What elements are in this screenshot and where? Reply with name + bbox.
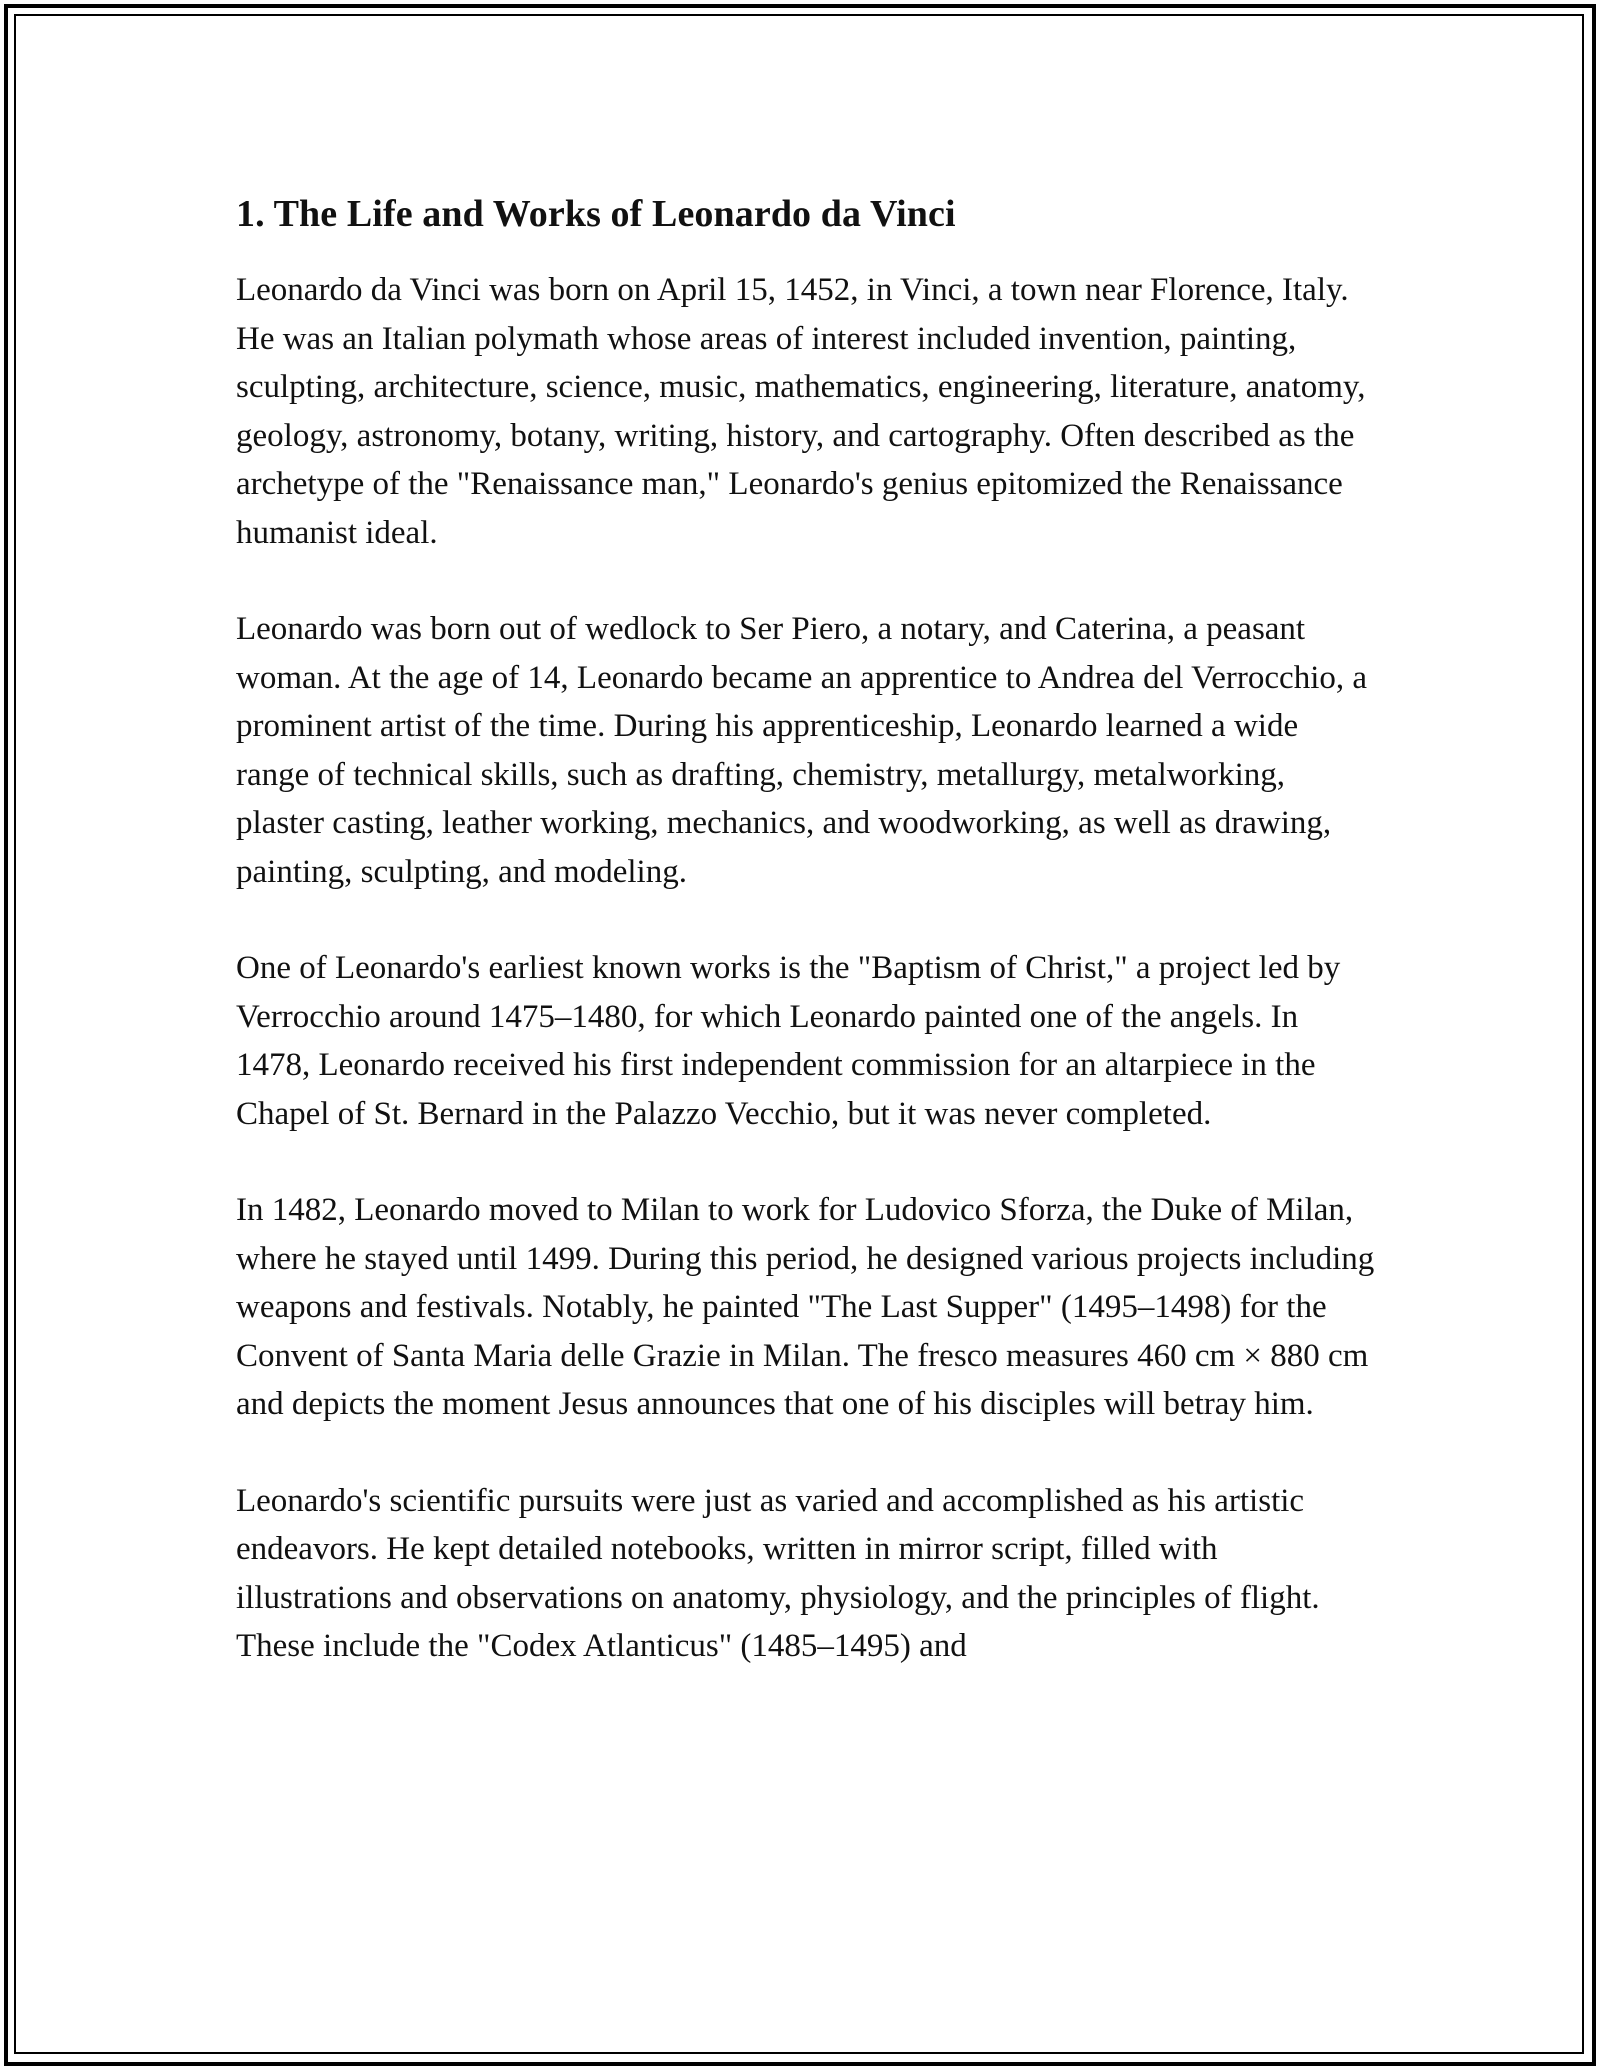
section-heading: 1. The Life and Works of Leonardo da Vinci xyxy=(236,193,956,235)
paragraph-birth: Leonardo da Vinci was born on April 15, 1452, in Vinci, a town near Florence, Italy. He was an Italian polymath whose areas of interest included invention, painting, sculpting, architecture, science, music, mathematics, engineering, literature, anatomy, geology, astronomy, botany, writing, history, and cartography. Often described as the archetype of the "Renaissance man," Leonardo's genius epitomized the Renaissance humanist ideal. xyxy=(236,272,1366,551)
document-body xyxy=(236,188,1376,1719)
paragraph-science: Leonardo's scientific pursuits were just as varied and accomplished as his artistic endeavors. He kept detailed notebooks, written in mirror script, filled with illustrations and observations on anatomy, physiology, and the principles of flight. These include the "Codex Atlanticus" (1485–1495) and xyxy=(236,1482,1320,1664)
paragraph-early-works: One of Leonardo's earliest known works is the "Baptism of Christ," a project led by Verrocchio around 1475–1480, for which Leonardo painted one of the angels. In 1478, Leonardo received his first independent commission for an altarpiece in the Chapel of St. Bernard in the Palazzo Vecchio, but it was never completed. xyxy=(236,950,1341,1132)
paragraph-apprenticeship: Leonardo was born out of wedlock to Ser Piero, a notary, and Caterina, a peasant woman. At the age of 14, Leonardo became an apprentice to Andrea del Verrocchio, a prominent artist of the time. During his apprenticeship, Leonardo learned a wide range of technical skills, such as drafting, chemistry, metallurgy, metalworking, plaster casting, leather working, mechanics, and woodworking, as well as drawing, painting, sculpting, and modeling. xyxy=(236,611,1368,890)
paragraph-milan: In 1482, Leonardo moved to Milan to work for Ludovico Sforza, the Duke of Milan, where he stayed until 1499. During this period, he designed various projects including weapons and festivals. Notably, he painted "The Last Supper" (1495–1498) for the Convent of Santa Maria delle Grazie in Milan. The fresco measures 460 cm × 880 cm and depicts the moment Jesus announces that one of his disciples will betray him. xyxy=(236,1192,1375,1422)
